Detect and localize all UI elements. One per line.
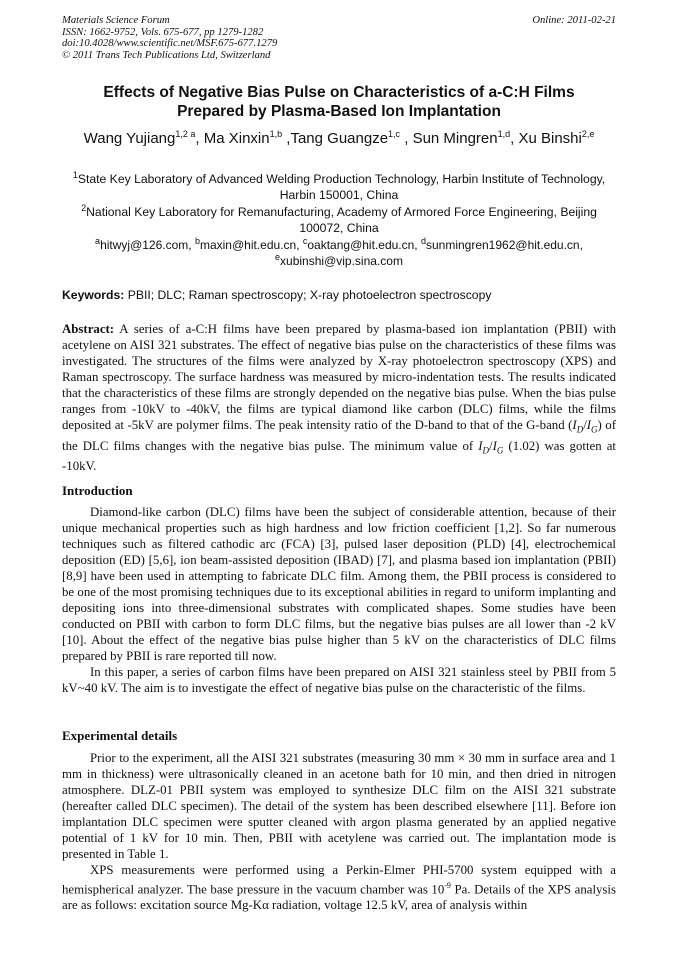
ratio-slash: / bbox=[489, 438, 493, 453]
issn-line: ISSN: 1662-9752, Vols. 675-677, pp 1279-1282 bbox=[62, 26, 264, 38]
email-link[interactable]: oaktang@hit.edu.cn, bbox=[307, 238, 421, 252]
ratio-symbol: I bbox=[572, 418, 577, 432]
paragraph: Prior to the experiment, all the AISI 321 substrates (measuring 30 mm × 30 mm in surface area and 1 mm in thickness) were ultrasonically cleaned in an acetone bath for 10 min, and then dried in nitrogen atmosphere. DLZ-01 PBII system was employed to synthesize DLC film on the AISI 321 substrate (hereafter called DLC specimen). The detail of the system has been described elsewhere [11]. Before ion implantation DLC specimen were sputter cleaned with argon plasma generated by an applied negative potential of 1 kV for 10 min. Then, PBII with acetylene was carried out. The implantation mode is presented in Table 1. bbox=[62, 751, 616, 861]
keywords-label: Keywords: bbox=[62, 288, 125, 302]
author-name: , Ma Xinxin bbox=[195, 130, 270, 147]
abstract-text: A series of a-C:H films have been prepared by plasma-based ion implantation (PBII) with acetylene on AISI 321 substrates. The effect of negative bias pulse on the characteristics of these films was investigated. The structures of the films were analyzed by X-ray photoelectron spectroscopy (XPS) and Raman spectroscopy. The surface hardness was measured by micro-indentation tests. The results indicated that the characteristics of these films are strongly depended on the negative bias pulse. When the bias pulse ranges from -10kV to -40kV, the films are typical diamond like carbon (DLC) films, while the films deposited at -5kV are polymer films. The peak intensity ratio of the D-band to that of the G-band ( bbox=[62, 322, 616, 432]
copyright-line: © 2011 Trans Tech Publications Ltd, Switzerland bbox=[62, 49, 271, 61]
author-name: Wang Yujiang bbox=[83, 130, 176, 147]
affiliation-mark: 1 bbox=[72, 169, 78, 180]
author-affiliation-mark: 1,d bbox=[497, 129, 511, 139]
doi-line: doi:10.4028/www.scientific.net/MSF.675-677.1279 bbox=[62, 38, 278, 50]
online-date: Online: 2011-02-21 bbox=[532, 15, 616, 26]
ratio-subscript: D bbox=[482, 445, 489, 456]
ratio-symbol: I bbox=[586, 418, 592, 432]
abstract-text: (1.02) was gotten at -10kV. bbox=[62, 438, 616, 474]
author-name: , Sun Mingren bbox=[400, 130, 498, 147]
author-affiliation-mark: 1,2 a bbox=[175, 129, 196, 139]
author-name: ,Tang Guangze bbox=[282, 130, 389, 147]
email-link[interactable]: sunmingren1962@hit.edu.cn, bbox=[425, 238, 583, 252]
keywords bbox=[62, 287, 616, 303]
email-mark: b bbox=[194, 236, 200, 246]
paragraph-text: XPS measurements were performed using a Perkin-Elmer PHI-5700 system equipped with a hemispherical analyzer. The base pressure in the vacuum chamber was 10 bbox=[62, 863, 616, 897]
email-mark: c bbox=[302, 236, 308, 246]
introduction-body bbox=[62, 504, 616, 696]
author-list bbox=[62, 128, 616, 149]
paper-title bbox=[62, 83, 616, 121]
abstract-label: Abstract: bbox=[62, 322, 115, 336]
abstract-text: ) of the DLC films changes with the negative bias pulse. The minimum value of bbox=[62, 418, 616, 453]
title-line-1: Effects of Negative Bias Pulse on Characteristics of a-C:H Films bbox=[103, 84, 575, 101]
paragraph-text: Pa. Details of the XPS analysis are as follows: excitation source Mg-Kα radiation, voltage 12.5 kV, area of analysis within bbox=[62, 882, 617, 913]
section-heading-experimental: Experimental details bbox=[62, 728, 178, 743]
ratio-subscript: D bbox=[576, 424, 584, 435]
author-name: , Xu Binshi bbox=[510, 130, 582, 147]
paragraph: Diamond-like carbon (DLC) films have been the subject of considerable attention, because of their unique mechanical properties such as high hardness and low friction coefficient [1,2]. So far numerous techniques such as filtered cathodic arc (FCA) [3], pulsed laser deposition (PLD) [4], electrochemical deposition (ED) [5,6], ion beam-assisted deposition (IBAD) [7], and plasma based ion implantation (PBII) [8,9] have been used in attempting to fabricate DLC film. Among them, the PBII process is considered to be one of the most promising techniques due to its exceptional abilities in regard to uniform implanting and depositing ions into three-dimensional substrates with complicated shapes. Some studies have been conducted on PBII with carbon to form DLC films, but the negative bias pulses are all lower than -2 kV [10]. About the effect of the negative bias pulse higher than 5 kV on the characteristics of DLC films prepared by PBII is rare reported till now. bbox=[62, 505, 616, 663]
email-mark: d bbox=[420, 236, 426, 246]
affiliation-1 bbox=[62, 171, 616, 204]
email-mark: e bbox=[275, 252, 281, 262]
ratio-symbol: I bbox=[492, 438, 497, 453]
exponent: -9 bbox=[444, 881, 451, 890]
journal-header bbox=[62, 15, 616, 61]
author-affiliation-mark: 2,e bbox=[581, 129, 595, 139]
title-line-2: Prepared by Plasma-Based Ion Implantation bbox=[177, 103, 501, 120]
affiliation-text: State Key Laboratory of Advanced Welding Production Technology, Harbin Institute of Technology, Harbin 150001, China bbox=[77, 172, 606, 203]
author-affiliation-mark: 1,b bbox=[269, 129, 283, 139]
affiliations bbox=[62, 171, 616, 236]
author-affiliation-mark: 1,c bbox=[388, 129, 401, 139]
affiliation-mark: 2 bbox=[81, 202, 87, 213]
section-heading-introduction: Introduction bbox=[62, 483, 133, 498]
ratio-slash: / bbox=[583, 418, 587, 432]
ratio-subscript: G bbox=[591, 424, 598, 435]
paragraph: In this paper, a series of carbon films have been prepared on AISI 321 stainless steel by PBII from 5 kV~40 kV. The aim is to investigate the effect of negative bias pulse on the characteristic of the films. bbox=[62, 665, 616, 695]
email-link[interactable]: maxin@hit.edu.cn, bbox=[199, 238, 303, 252]
author-emails bbox=[62, 237, 616, 269]
email-mark: a bbox=[95, 236, 101, 246]
experimental-body bbox=[62, 750, 616, 913]
paragraph bbox=[62, 862, 616, 913]
ratio-subscript: G bbox=[496, 445, 504, 456]
ratio-symbol: I bbox=[478, 438, 483, 453]
journal-name: Materials Science Forum bbox=[62, 15, 170, 26]
affiliation-text: National Key Laboratory for Remanufacturing, Academy of Armored Force Engineering, Beijing 100072, China bbox=[86, 204, 597, 235]
keywords-text: PBII; DLC; Raman spectroscopy; X-ray photoelectron spectroscopy bbox=[124, 288, 492, 302]
affiliation-2 bbox=[62, 204, 616, 237]
email-link[interactable]: xubinshi@vip.sina.com bbox=[280, 254, 403, 268]
abstract bbox=[62, 321, 616, 474]
email-link[interactable]: hitwyj@126.com, bbox=[100, 238, 195, 252]
